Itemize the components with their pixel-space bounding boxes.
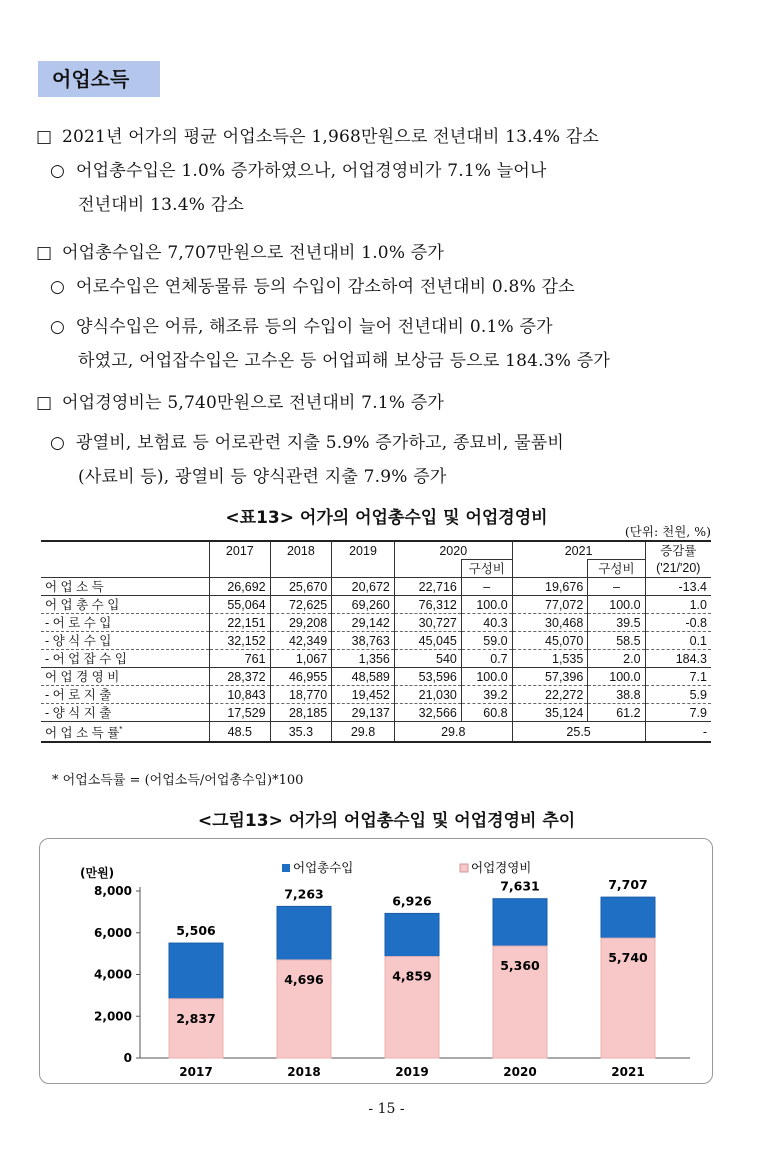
data-table [41, 540, 711, 743]
table-cell: 38,763 [332, 632, 395, 650]
table-cell: 100.0 [588, 668, 645, 686]
header-year: 2020 [394, 541, 512, 560]
square-bullet-icon: □ [36, 393, 53, 413]
header-share: 구성비 [461, 560, 512, 578]
x-tick-label: 2017 [179, 1065, 213, 1079]
table-cell: 57,396 [512, 668, 588, 686]
paragraph-text: 전년대비 13.4% 감소 [78, 195, 244, 215]
table-cell: 1.0 [645, 596, 711, 614]
square-bullet-icon: □ [36, 127, 53, 147]
paragraph-line [78, 344, 610, 378]
table-cell: 45,070 [512, 632, 588, 650]
table-cell: 100.0 [461, 596, 512, 614]
table-cell: 42,349 [270, 632, 332, 650]
table-unit: (단위: 천원, %) [624, 524, 711, 539]
table-cell: – [588, 578, 645, 596]
paragraph-line [78, 188, 244, 222]
section-title: 어업소득 [38, 61, 160, 97]
table-cell: 0.7 [461, 650, 512, 668]
y-tick-label: 4,000 [94, 967, 132, 982]
table-row-label: - 양 식 수 입 [41, 632, 210, 650]
table-cell: 60.8 [461, 704, 512, 722]
table-cell: - [645, 722, 711, 743]
x-tick-label: 2018 [287, 1065, 321, 1079]
paragraph-line [50, 426, 564, 460]
header-blank [41, 541, 210, 560]
table-cell: 55,064 [210, 596, 271, 614]
table-cell: 2.0 [588, 650, 645, 668]
table-cell: 28,185 [270, 704, 332, 722]
table-row-label: 어 업 소 득 [41, 578, 210, 596]
table-cell: 100.0 [588, 596, 645, 614]
table-caption: <표13> 어가의 어업총수입 및 어업경영비 [225, 508, 548, 528]
header-year: 2019 [332, 541, 395, 560]
legend-swatch-cost [460, 864, 468, 872]
table-cell: 76,312 [394, 596, 461, 614]
y-tick-label: 2,000 [94, 1009, 132, 1024]
header-change: 증감률 [645, 541, 711, 560]
data-label-cost: 5,360 [500, 958, 540, 974]
table-cell: 5.9 [645, 686, 711, 704]
table-cell: 35.3 [270, 722, 332, 743]
table-cell: 100.0 [461, 668, 512, 686]
header-year: 2018 [270, 541, 332, 560]
table-cell: 761 [210, 650, 271, 668]
table-cell: 61.2 [588, 704, 645, 722]
table-row-label: - 어 로 지 출 [41, 686, 210, 704]
paragraph-text: (사료비 등), 광열비 등 양식관련 지출 7.9% 증가 [78, 467, 447, 487]
circle-bullet-icon: ○ [50, 161, 66, 181]
legend-label-cost: 어업경영비 [471, 860, 532, 875]
paragraph-text: 어로수입은 연체동물류 등의 수입이 감소하여 전년대비 0.8% 감소 [76, 277, 575, 297]
table-cell: 35,124 [512, 704, 588, 722]
table-cell: 1,067 [270, 650, 332, 668]
table-cell: 20,672 [332, 578, 395, 596]
table-cell: 29,137 [332, 704, 395, 722]
table-cell: 19,676 [512, 578, 588, 596]
circle-bullet-icon: ○ [50, 277, 66, 297]
table-cell: 29.8 [394, 722, 512, 743]
page-number: - 15 - [368, 1101, 405, 1117]
table-row-label: 어 업 소 득 률* [41, 722, 210, 743]
x-tick-label: 2020 [503, 1065, 537, 1079]
table-row-label: - 어 로 수 입 [41, 614, 210, 632]
table-cell: -0.8 [645, 614, 711, 632]
table-cell: 46,955 [270, 668, 332, 686]
table-cell: 25,670 [270, 578, 332, 596]
table-cell: 1,356 [332, 650, 395, 668]
data-label-cost: 2,837 [176, 1010, 216, 1026]
table-row [41, 686, 711, 704]
table-cell: 540 [394, 650, 461, 668]
paragraph-text: 2021년 어가의 평균 어업소득은 1,968만원으로 전년대비 13.4% 감소 [62, 127, 600, 147]
paragraph-text: 하였고, 어업잡수입은 고수온 등 어업피해 보상금 등으로 184.3% 증가 [78, 351, 611, 371]
table-cell: 7.1 [645, 668, 711, 686]
header-year: 2021 [512, 541, 645, 560]
table-cell: 30,727 [394, 614, 461, 632]
data-label-total: 6,926 [392, 893, 432, 909]
paragraph-line [50, 270, 575, 304]
table-cell: 32,152 [210, 632, 271, 650]
table-row [41, 632, 711, 650]
table-cell: 10,843 [210, 686, 271, 704]
bar-chart [40, 839, 712, 1083]
table-cell: 77,072 [512, 596, 588, 614]
paragraph-text: 어업경영비는 5,740만원으로 전년대비 7.1% 증가 [62, 393, 445, 413]
table-row [41, 596, 711, 614]
table-row-label: - 양 식 지 출 [41, 704, 210, 722]
data-label-cost: 4,696 [284, 971, 324, 987]
table-cell: 22,272 [512, 686, 588, 704]
table-cell: 72,625 [270, 596, 332, 614]
table-cell: 25.5 [512, 722, 645, 743]
header-share: 구성비 [588, 560, 645, 578]
paragraph-line [78, 460, 446, 494]
table-cell: 19,452 [332, 686, 395, 704]
table-cell: 30,468 [512, 614, 588, 632]
y-unit-label: (만원) [80, 866, 115, 880]
table-cell: 0.1 [645, 632, 711, 650]
paragraph-line [50, 310, 553, 344]
circle-bullet-icon: ○ [50, 433, 66, 453]
table-cell: 22,151 [210, 614, 271, 632]
table-cell: 21,030 [394, 686, 461, 704]
header-year: 2017 [210, 541, 271, 560]
table-cell: 53,596 [394, 668, 461, 686]
table-cell: 17,529 [210, 704, 271, 722]
table-cell: 29,208 [270, 614, 332, 632]
data-label-total: 7,263 [284, 886, 324, 902]
table-cell: 1,535 [512, 650, 588, 668]
table-cell: 26,692 [210, 578, 271, 596]
square-bullet-icon: □ [36, 243, 53, 263]
table-cell: 45,045 [394, 632, 461, 650]
table-row [41, 650, 711, 668]
table-cell: 48.5 [210, 722, 271, 743]
legend-label-total: 어업총수입 [293, 860, 354, 875]
table-row [41, 578, 711, 596]
table-row-label: - 어 업 잡 수 입 [41, 650, 210, 668]
x-tick-label: 2021 [611, 1065, 645, 1079]
chart-caption: <그림13> 어가의 어업총수입 및 어업경영비 추이 [197, 811, 576, 831]
legend-swatch-total [282, 864, 290, 872]
table-cell: 184.3 [645, 650, 711, 668]
table-cell: 29,142 [332, 614, 395, 632]
x-tick-label: 2019 [395, 1065, 429, 1079]
paragraph-line [36, 120, 599, 154]
header-change-sub: ('21/'20) [645, 560, 711, 578]
y-tick-label: 8,000 [94, 884, 132, 898]
table-cell: 69,260 [332, 596, 395, 614]
table-cell: 22,716 [394, 578, 461, 596]
chart-container [39, 838, 713, 1084]
paragraph-line [36, 386, 444, 420]
table-footnote: * 어업소득률 = (어업소득/어업총수입)*100 [52, 773, 304, 788]
table-cell: -13.4 [645, 578, 711, 596]
table-cell: 7.9 [645, 704, 711, 722]
table-cell: 28,372 [210, 668, 271, 686]
table-row-label: 어 업 경 영 비 [41, 668, 210, 686]
paragraph-text: 광열비, 보험료 등 어로관련 지출 5.9% 증가하고, 종묘비, 물품비 [76, 433, 564, 453]
table-cell: 58.5 [588, 632, 645, 650]
table-row [41, 668, 711, 686]
bar-cost [169, 999, 223, 1058]
paragraph-line [36, 236, 444, 270]
table-cell: 18,770 [270, 686, 332, 704]
data-label-total: 7,707 [608, 877, 648, 893]
data-label-total: 5,506 [176, 923, 216, 939]
paragraph-text: 양식수입은 어류, 해조류 등의 수입이 늘어 전년대비 0.1% 증가 [76, 317, 553, 337]
table-cell: 40.3 [461, 614, 512, 632]
table-cell: 38.8 [588, 686, 645, 704]
table-cell: 29.8 [332, 722, 395, 743]
table-cell: 39.2 [461, 686, 512, 704]
data-label-cost: 4,859 [392, 968, 432, 984]
table-row [41, 614, 711, 632]
table-cell: 32,566 [394, 704, 461, 722]
table-row [41, 704, 711, 722]
table-cell: 48,589 [332, 668, 395, 686]
data-label-total: 7,631 [500, 878, 540, 894]
y-tick-label: 0 [123, 1051, 132, 1065]
table-cell: 59.0 [461, 632, 512, 650]
table-row-label: 어 업 총 수 입 [41, 596, 210, 614]
paragraph-text: 어업총수입은 7,707만원으로 전년대비 1.0% 증가 [62, 243, 445, 263]
data-label-cost: 5,740 [608, 950, 648, 966]
y-tick-label: 6,000 [94, 925, 132, 940]
paragraph-text: 어업총수입은 1.0% 증가하였으나, 어업경영비가 7.1% 늘어나 [76, 161, 547, 181]
table-cell: 39.5 [588, 614, 645, 632]
circle-bullet-icon: ○ [50, 317, 66, 337]
paragraph-line [50, 154, 547, 188]
table-cell: – [461, 578, 512, 596]
